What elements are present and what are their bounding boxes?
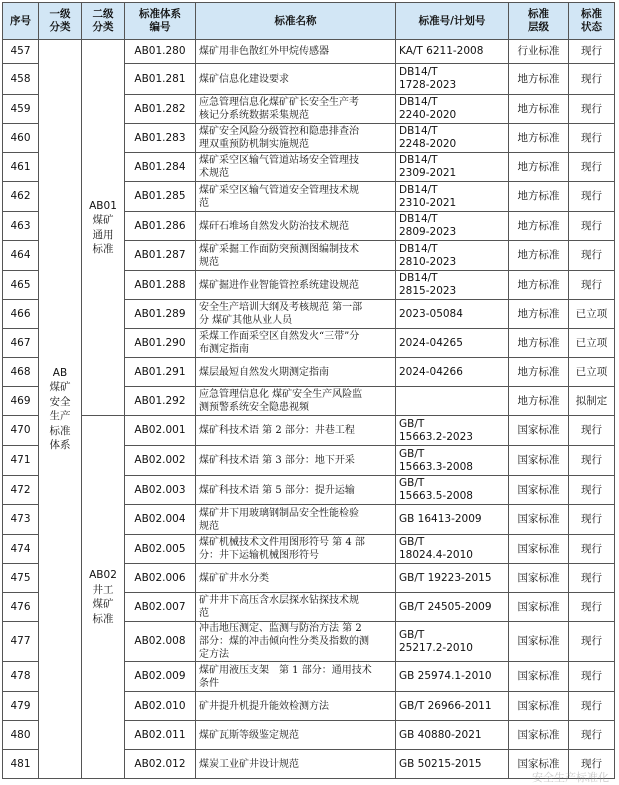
level2-category-cell: AB01 煤矿 通用 标准 [82, 40, 125, 416]
standards-table [2, 2, 615, 779]
standard-number-cell: 2024-04265 [396, 329, 509, 358]
standard-name-cell: 冲击地压测定、监测与防治方法 第 2 部分：煤的冲击倾向性分类及指数的测 定方法 [196, 622, 396, 662]
standard-number-cell: DB14/T 2809-2023 [396, 212, 509, 241]
standard-level-cell: 国家标准 [509, 505, 569, 535]
serial-number-cell: 479 [3, 692, 39, 721]
serial-number-cell: 472 [3, 476, 39, 505]
standard-level-cell: 国家标准 [509, 564, 569, 593]
system-code-cell: AB02.010 [125, 692, 196, 721]
standard-level-cell: 地方标准 [509, 300, 569, 329]
standard-number-cell: GB/T 24505-2009 [396, 593, 509, 622]
system-code-cell: AB01.287 [125, 241, 196, 271]
standard-status-cell: 现行 [569, 750, 615, 779]
serial-number-cell: 476 [3, 593, 39, 622]
system-code-cell: AB01.282 [125, 95, 196, 124]
standard-level-cell: 地方标准 [509, 95, 569, 124]
standard-status-cell: 现行 [569, 505, 615, 535]
standard-status-cell: 现行 [569, 593, 615, 622]
standard-number-cell: 2023-05084 [396, 300, 509, 329]
standard-status-cell: 现行 [569, 95, 615, 124]
standard-number-cell: GB/T 15663.3-2008 [396, 446, 509, 476]
system-code-cell: AB01.290 [125, 329, 196, 358]
standard-level-cell: 行业标准 [509, 40, 569, 64]
standard-status-cell: 现行 [569, 212, 615, 241]
serial-number-cell: 469 [3, 387, 39, 416]
standard-status-cell: 现行 [569, 241, 615, 271]
standard-level-cell: 地方标准 [509, 64, 569, 95]
standard-name-cell: 煤矿采掘工作面防突预测图编制技术 规范 [196, 241, 396, 271]
standard-number-cell: DB14/T 2815-2023 [396, 271, 509, 300]
standard-status-cell: 现行 [569, 446, 615, 476]
standard-number-cell: GB/T 26966-2011 [396, 692, 509, 721]
serial-number-cell: 462 [3, 182, 39, 212]
standard-name-cell: 应急管理信息化煤矿矿长安全生产考 核记分系统数据采集规范 [196, 95, 396, 124]
standard-name-cell: 煤矿采空区输气管道安全管理技术规 范 [196, 182, 396, 212]
serial-number-cell: 461 [3, 153, 39, 182]
standard-level-cell: 地方标准 [509, 182, 569, 212]
system-code-cell: AB01.292 [125, 387, 196, 416]
system-code-cell: AB02.006 [125, 564, 196, 593]
system-code-cell: AB01.284 [125, 153, 196, 182]
standard-level-cell: 国家标准 [509, 692, 569, 721]
system-code-cell: AB02.002 [125, 446, 196, 476]
standard-level-cell: 地方标准 [509, 271, 569, 300]
standard-status-cell: 现行 [569, 662, 615, 692]
standard-name-cell: 煤矿用液压支架 第 1 部分：通用技术 条件 [196, 662, 396, 692]
serial-number-cell: 477 [3, 622, 39, 662]
standard-number-cell: DB14/T 2810-2023 [396, 241, 509, 271]
system-code-cell: AB01.288 [125, 271, 196, 300]
standard-level-cell: 国家标准 [509, 476, 569, 505]
standard-number-cell [396, 387, 509, 416]
table-header-row [3, 3, 615, 40]
standard-number-cell: GB/T 15663.2-2023 [396, 416, 509, 446]
standard-name-cell: 煤矿掘进作业智能管控系统建设规范 [196, 271, 396, 300]
standard-name-cell: 煤矿科技术语 第 2 部分：井巷工程 [196, 416, 396, 446]
standard-status-cell: 现行 [569, 182, 615, 212]
standard-number-cell: GB 40880-2021 [396, 721, 509, 750]
serial-number-cell: 471 [3, 446, 39, 476]
serial-number-cell: 470 [3, 416, 39, 446]
standard-name-cell: 矿井提升机提升能效检测方法 [196, 692, 396, 721]
serial-number-cell: 458 [3, 64, 39, 95]
header-level1-category: 一级 分类 [39, 3, 82, 40]
standard-name-cell: 煤矿井下用玻璃钢制品安全性能检验 规范 [196, 505, 396, 535]
standard-status-cell: 现行 [569, 476, 615, 505]
standard-number-cell: DB14/T 2310-2021 [396, 182, 509, 212]
serial-number-cell: 467 [3, 329, 39, 358]
system-code-cell: AB01.289 [125, 300, 196, 329]
standard-number-cell: KA/T 6211-2008 [396, 40, 509, 64]
standard-name-cell: 煤矿科技术语 第 5 部分：提升运输 [196, 476, 396, 505]
standard-status-cell: 现行 [569, 622, 615, 662]
standard-number-cell: GB 25974.1-2010 [396, 662, 509, 692]
standard-name-cell: 采煤工作面采空区自然发火“三带”分 布测定指南 [196, 329, 396, 358]
serial-number-cell: 459 [3, 95, 39, 124]
system-code-cell: AB01.286 [125, 212, 196, 241]
serial-number-cell: 478 [3, 662, 39, 692]
system-code-cell: AB02.009 [125, 662, 196, 692]
table-row [3, 40, 615, 64]
level2-category-cell: AB02 井工 煤矿 标准 [82, 416, 125, 779]
standard-name-cell: 煤矸石堆场自然发火防治技术规范 [196, 212, 396, 241]
serial-number-cell: 475 [3, 564, 39, 593]
standard-name-cell: 煤矿瓦斯等级鉴定规范 [196, 721, 396, 750]
standard-level-cell: 国家标准 [509, 446, 569, 476]
standard-number-cell: GB 16413-2009 [396, 505, 509, 535]
standard-number-cell: GB/T 19223-2015 [396, 564, 509, 593]
standard-level-cell: 地方标准 [509, 124, 569, 153]
standard-level-cell: 国家标准 [509, 721, 569, 750]
standard-status-cell: 现行 [569, 535, 615, 564]
header-standard-number: 标准号/计划号 [396, 3, 509, 40]
standard-status-cell: 已立项 [569, 300, 615, 329]
standard-level-cell: 地方标准 [509, 153, 569, 182]
standard-name-cell: 煤矿科技术语 第 3 部分：地下开采 [196, 446, 396, 476]
standard-status-cell: 已立项 [569, 329, 615, 358]
system-code-cell: AB01.283 [125, 124, 196, 153]
serial-number-cell: 474 [3, 535, 39, 564]
system-code-cell: AB01.280 [125, 40, 196, 64]
standard-status-cell: 现行 [569, 64, 615, 95]
standard-status-cell: 现行 [569, 721, 615, 750]
table-row [3, 416, 615, 446]
system-code-cell: AB01.285 [125, 182, 196, 212]
header-standard-level: 标准 层级 [509, 3, 569, 40]
level1-category-cell: AB 煤矿 安全 生产 标准 体系 [39, 40, 82, 779]
standard-number-cell: DB14/T 1728-2023 [396, 64, 509, 95]
standard-level-cell: 地方标准 [509, 387, 569, 416]
standard-level-cell: 地方标准 [509, 212, 569, 241]
standard-name-cell: 煤矿信息化建设要求 [196, 64, 396, 95]
standard-name-cell: 煤矿采空区输气管道站场安全管理技 术规范 [196, 153, 396, 182]
standard-number-cell: GB/T 25217.2-2010 [396, 622, 509, 662]
standard-level-cell: 国家标准 [509, 750, 569, 779]
system-code-cell: AB02.011 [125, 721, 196, 750]
standard-status-cell: 现行 [569, 416, 615, 446]
header-standard-status: 标准 状态 [569, 3, 615, 40]
standard-status-cell: 现行 [569, 564, 615, 593]
system-code-cell: AB02.003 [125, 476, 196, 505]
serial-number-cell: 480 [3, 721, 39, 750]
header-level2-category: 二级 分类 [82, 3, 125, 40]
standard-name-cell: 矿井井下高压含水层探水钻探技术规 范 [196, 593, 396, 622]
standard-level-cell: 地方标准 [509, 358, 569, 387]
header-serial-number: 序号 [3, 3, 39, 40]
header-standard-name: 标准名称 [196, 3, 396, 40]
standard-level-cell: 国家标准 [509, 622, 569, 662]
header-system-code: 标准体系 编号 [125, 3, 196, 40]
serial-number-cell: 463 [3, 212, 39, 241]
serial-number-cell: 468 [3, 358, 39, 387]
system-code-cell: AB02.001 [125, 416, 196, 446]
standard-number-cell: GB/T 18024.4-2010 [396, 535, 509, 564]
system-code-cell: AB02.008 [125, 622, 196, 662]
serial-number-cell: 457 [3, 40, 39, 64]
system-code-cell: AB02.005 [125, 535, 196, 564]
standard-name-cell: 应急管理信息化 煤矿安全生产风险监 测预警系统安全隐患视频 [196, 387, 396, 416]
standard-level-cell: 国家标准 [509, 662, 569, 692]
standard-name-cell: 煤矿安全风险分级管控和隐患排查治 理双重预防机制实施规范 [196, 124, 396, 153]
standard-status-cell: 现行 [569, 692, 615, 721]
watermark: 安全生产标准化 [532, 771, 609, 784]
serial-number-cell: 481 [3, 750, 39, 779]
standard-number-cell: DB14/T 2240-2020 [396, 95, 509, 124]
standard-status-cell: 现行 [569, 124, 615, 153]
standard-number-cell: GB/T 15663.5-2008 [396, 476, 509, 505]
serial-number-cell: 465 [3, 271, 39, 300]
standard-name-cell: 煤层最短自然发火期测定指南 [196, 358, 396, 387]
standard-status-cell: 现行 [569, 40, 615, 64]
standard-name-cell: 煤矿用非色散红外甲烷传感器 [196, 40, 396, 64]
system-code-cell: AB02.007 [125, 593, 196, 622]
standard-level-cell: 国家标准 [509, 593, 569, 622]
serial-number-cell: 473 [3, 505, 39, 535]
standard-name-cell: 安全生产培训大纲及考核规范 第一部 分 煤矿其他从业人员 [196, 300, 396, 329]
standard-name-cell: 煤矿矿井水分类 [196, 564, 396, 593]
standard-status-cell: 现行 [569, 271, 615, 300]
standard-status-cell: 已立项 [569, 358, 615, 387]
serial-number-cell: 466 [3, 300, 39, 329]
serial-number-cell: 464 [3, 241, 39, 271]
serial-number-cell: 460 [3, 124, 39, 153]
standard-level-cell: 地方标准 [509, 329, 569, 358]
standard-level-cell: 国家标准 [509, 535, 569, 564]
system-code-cell: AB02.012 [125, 750, 196, 779]
standard-name-cell: 煤矿机械技术文件用图形符号 第 4 部 分：井下运输机械图形符号 [196, 535, 396, 564]
standard-status-cell: 拟制定 [569, 387, 615, 416]
system-code-cell: AB02.004 [125, 505, 196, 535]
standard-status-cell: 现行 [569, 153, 615, 182]
table-body [3, 40, 615, 779]
standard-number-cell: DB14/T 2309-2021 [396, 153, 509, 182]
standard-name-cell: 煤炭工业矿井设计规范 [196, 750, 396, 779]
standard-number-cell: DB14/T 2248-2020 [396, 124, 509, 153]
system-code-cell: AB01.291 [125, 358, 196, 387]
standard-level-cell: 地方标准 [509, 241, 569, 271]
standard-level-cell: 国家标准 [509, 416, 569, 446]
standard-number-cell: 2024-04266 [396, 358, 509, 387]
system-code-cell: AB01.281 [125, 64, 196, 95]
standard-number-cell: GB 50215-2015 [396, 750, 509, 779]
